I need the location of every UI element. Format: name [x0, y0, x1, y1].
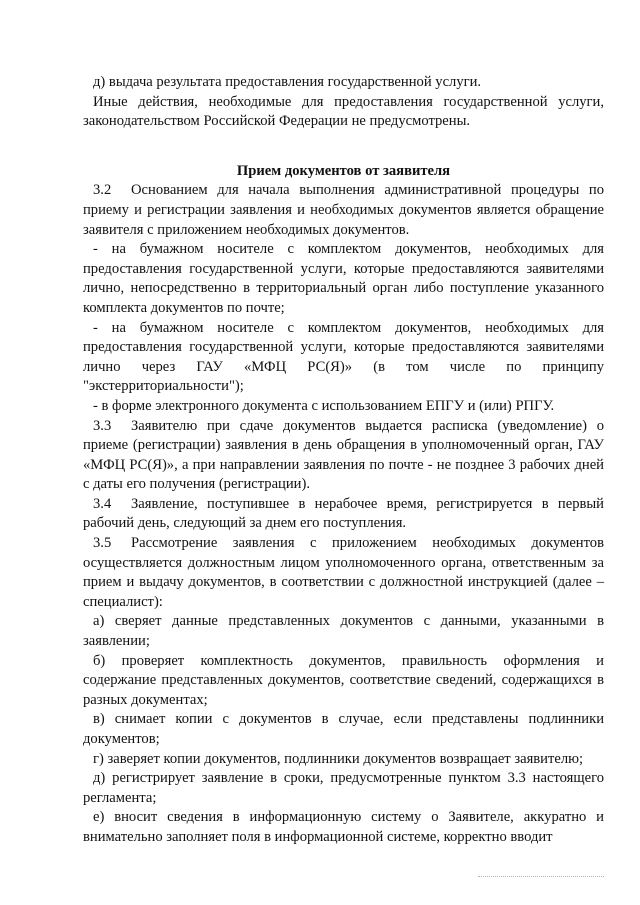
document-page: [83, 73, 604, 848]
list-item-b: б) проверяет комплектность документов, правильность оформления и содержание представленных документов, соответствие сведений, содержащихся в разных документах;: [83, 652, 604, 708]
clause-text: Рассмотрение заявления с приложением необходимых документов осуществляется должностным лицом уполномоченного органа, ответственным за прием и выдачу документов, в соответствии с должностной инструкцией (далее – специалист):: [83, 535, 604, 610]
section-heading: Прием документов от заявителя: [236, 162, 451, 179]
paragraph-3-5: [83, 534, 604, 612]
bullet-paper-self: - на бумажном носителе с комплектом документов, необходимых для предоставления государственной услуги, которые предоставляются заявителями лично, непосредственно в территориальный орган либо поступление указанного комплекта документов по почте;: [83, 241, 604, 316]
bullet-electronic: - в форме электронного документа с использованием ЕПГУ и (или) РПГУ.: [93, 397, 555, 414]
paragraph-3-3: [83, 417, 604, 495]
list-item-d: д) регистрирует заявление в сроки, предусмотренные пунктом 3.3 настоящего регламента;: [83, 770, 604, 806]
paragraph-intro-other: Иные действия, необходимые для предоставления государственной услуги, законодательством Российской Федерации не предусмотрены.: [83, 93, 604, 130]
clause-number: 3.2: [93, 182, 112, 199]
clause-number: 3.4: [93, 495, 112, 512]
clause-text: Заявление, поступившее в нерабочее время, регистрируется в первый рабочий день, следующий за днем его поступления.: [83, 495, 604, 532]
paragraph-3-2: [83, 181, 604, 240]
paragraph-intro-d: д) выдача результата предоставления государственной услуги.: [93, 74, 482, 90]
list-item-g: г) заверяет копии документов, подлинники документов возвращает заявителю;: [93, 750, 584, 767]
list-item-v: в) снимает копии с документов в случае, если представлены подлинники документов;: [83, 711, 604, 747]
bullet-paper-mfc: - на бумажном носителе с комплектом документов, необходимых для предоставления государственной услуги, которые предоставляются заявителями лично через ГАУ «МФЦ РС(Я)» (в том числе по принципу "экстерриториальности");: [83, 319, 604, 395]
clause-text: Заявителю при сдаче документов выдается расписка (уведомление) о приеме (регистрации) заявления в день обращения в уполномоченный орган, ГАУ «МФЦ РС(Я)», а при направлении заявления по почте - не позднее 3 рабочих дней с даты его получения (регистрации).: [83, 417, 604, 493]
list-item-e: е) вносит сведения в информационную систему о Заявителе, аккуратно и внимательно заполняет поля в информационной системе, корректно вводит: [83, 809, 604, 845]
paragraph-3-4: [83, 495, 604, 534]
footer-divider: [478, 876, 604, 877]
list-item-a: а) сверяет данные представленных документов с данными, указанными в заявлении;: [83, 613, 604, 650]
clause-number: 3.3: [93, 417, 112, 434]
clause-text: Основанием для начала выполнения административной процедуры по приему и регистрации заявления и необходимых документов является обращение заявителя с приложением необходимых документов.: [83, 182, 604, 238]
clause-number: 3.5: [93, 535, 112, 552]
